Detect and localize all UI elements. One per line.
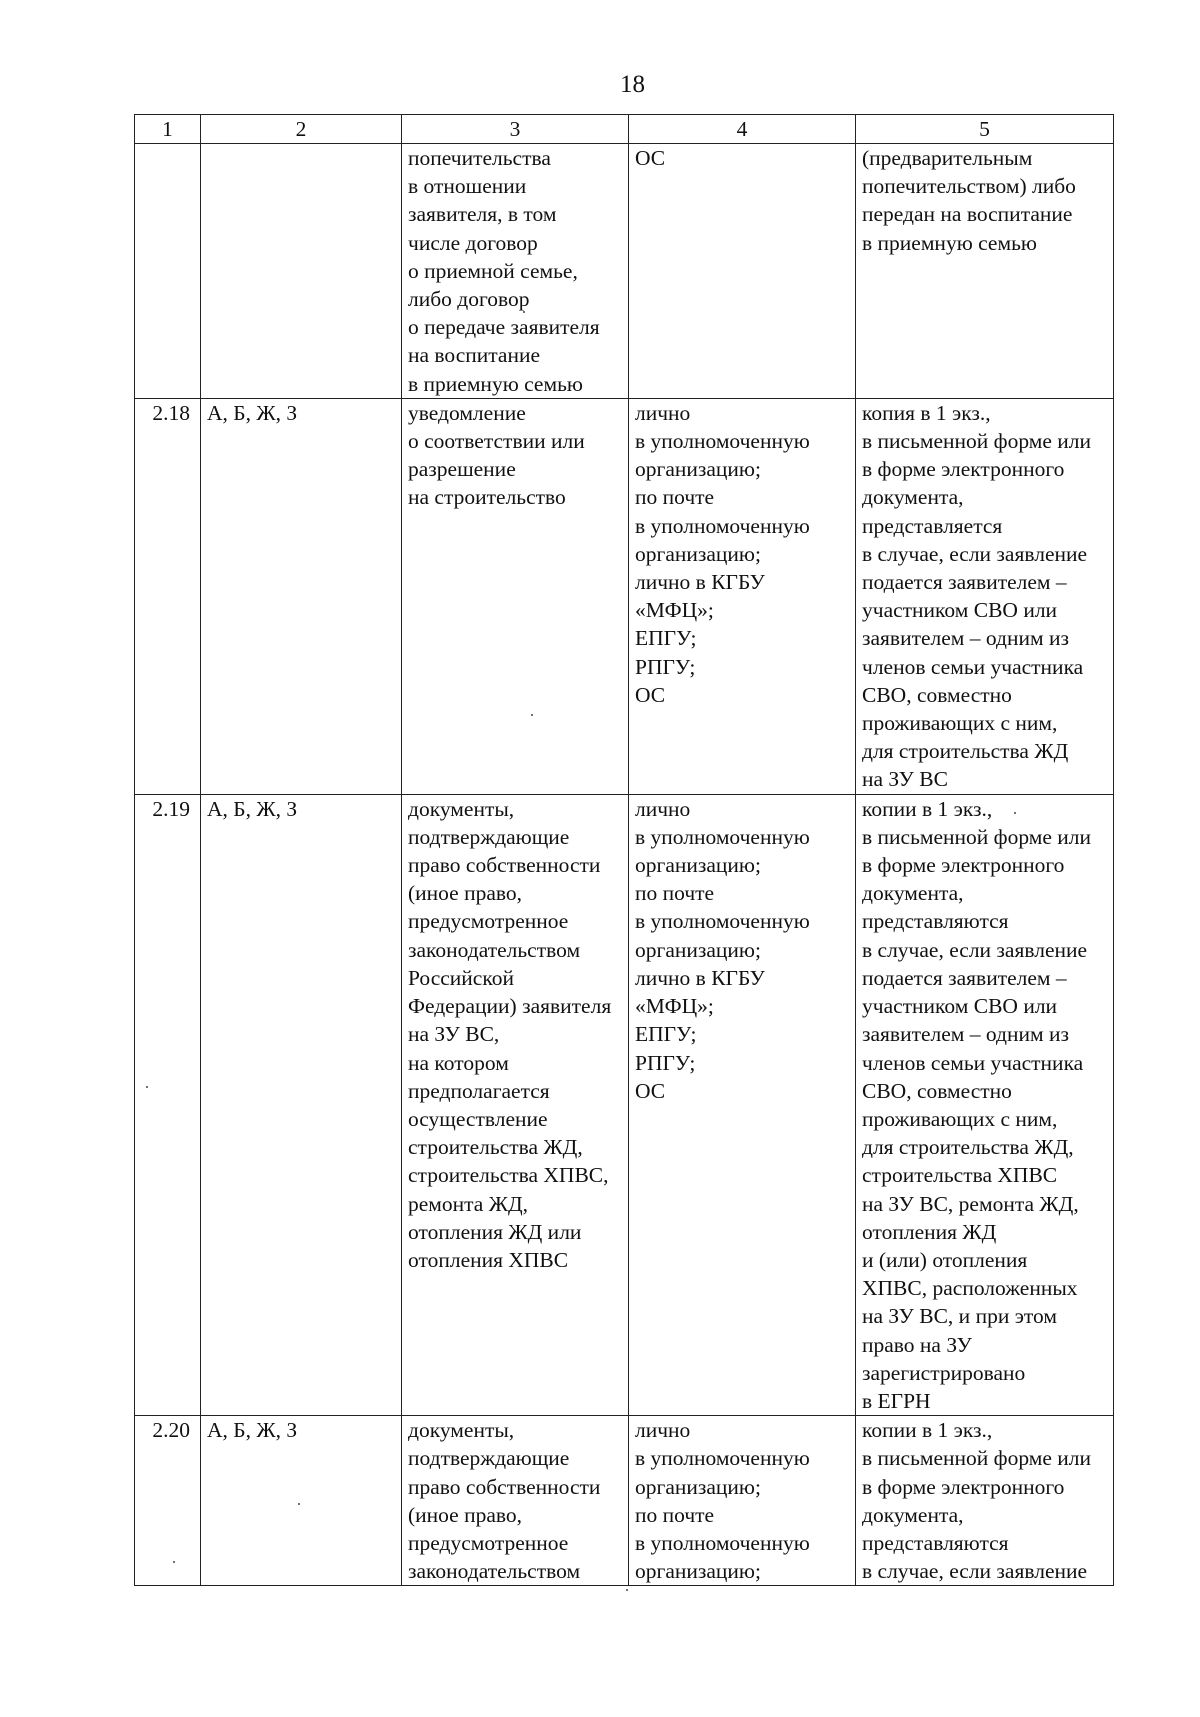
- cell-line: попечительства: [408, 146, 551, 170]
- cell-line: СВО, совместно: [862, 682, 1012, 707]
- cell-line: уведомление: [408, 400, 526, 425]
- cell-line: в уполномоченную: [635, 1446, 810, 1471]
- cell-line: право собственности: [408, 853, 601, 878]
- cell-line: о соответствии или: [408, 429, 585, 454]
- cell-line: право на ЗУ: [862, 1332, 972, 1357]
- document-name-cell: [402, 1416, 629, 1586]
- cell-line: «МФЦ»;: [635, 598, 714, 623]
- cell-line: передан на воспитание: [862, 202, 1073, 227]
- submission-method-cell: [629, 398, 856, 794]
- cell-line: заявителем – одним из: [862, 626, 1069, 651]
- cell-line: СВО, совместно: [862, 1078, 1012, 1103]
- applicant-groups-cell: [201, 794, 402, 1415]
- cell-line: о приемной семье,: [408, 258, 578, 283]
- cell-line: проживающих с ним,: [862, 711, 1058, 736]
- cell-line: о передаче заявителя: [408, 315, 600, 340]
- cell-line: подтверждающие: [408, 824, 570, 849]
- table-header-row: [135, 115, 1114, 144]
- cell-line: на ЗУ ВС: [862, 767, 948, 792]
- cell-line: разрешение: [408, 457, 516, 482]
- cell-line: в случае, если заявление: [862, 937, 1088, 962]
- cell-line: строительства ЖД,: [408, 1135, 583, 1160]
- cell-line: заявителя, в том: [408, 202, 557, 227]
- applicant-groups-cell: [201, 144, 402, 399]
- cell-line: заявителем – одним из: [862, 1022, 1069, 1047]
- column-header: 3: [402, 115, 629, 144]
- cell-line: числе договор: [408, 230, 538, 255]
- table-row: [135, 398, 1114, 794]
- cell-line: организацию;: [635, 1559, 761, 1584]
- column-header: 1: [135, 115, 201, 144]
- column-header: 2: [201, 115, 402, 144]
- cell-line: право собственности: [408, 1474, 601, 1499]
- cell-line: подтверждающие: [408, 1446, 570, 1471]
- cell-line: подается заявителем –: [862, 965, 1067, 990]
- cell-line: Российской: [408, 965, 514, 990]
- cell-line: ОС: [635, 682, 666, 707]
- documents-table: [134, 114, 1114, 1586]
- cell-line: по почте: [635, 1502, 715, 1527]
- note-cell: [856, 398, 1114, 794]
- cell-line: в уполномоченную: [635, 513, 810, 538]
- cell-line: на ЗУ ВС, ремонта ЖД,: [862, 1191, 1079, 1216]
- cell-line: на ЗУ ВС,: [408, 1022, 500, 1047]
- table-row: [135, 144, 1114, 399]
- scan-speck: [146, 1086, 148, 1088]
- cell-line: РПГУ;: [635, 654, 696, 679]
- cell-line: осуществление: [408, 1106, 548, 1131]
- cell-line: отопления ХПВС: [408, 1247, 569, 1272]
- table-row: [135, 1416, 1114, 1586]
- cell-line: попечительством) либо: [862, 174, 1076, 199]
- cell-line: копии в 1 экз.,: [862, 1418, 993, 1443]
- cell-line: лично: [635, 796, 691, 821]
- cell-line: ОС: [635, 1078, 666, 1103]
- cell-line: членов семьи участника: [862, 1050, 1084, 1075]
- applicant-groups-cell: [201, 398, 402, 794]
- cell-line: документа,: [862, 881, 964, 906]
- row-number-cell: [135, 144, 201, 399]
- cell-line: документы,: [408, 796, 515, 821]
- page-number: 18: [620, 71, 645, 98]
- cell-line: предусмотренное: [408, 1530, 569, 1555]
- cell-line: для строительства ЖД: [862, 739, 1069, 764]
- cell-line: ОС: [635, 146, 666, 170]
- cell-line: копия в 1 экз.,: [862, 400, 991, 425]
- cell-line: РПГУ;: [635, 1050, 696, 1075]
- cell-line: на воспитание: [408, 343, 541, 368]
- row-number-cell: 2.18: [135, 398, 201, 794]
- cell-line: ремонта ЖД,: [408, 1191, 529, 1216]
- cell-line: в уполномоченную: [635, 909, 810, 934]
- cell-line: и (или) отопления: [862, 1247, 1028, 1272]
- cell-line: в ЕГРН: [862, 1388, 931, 1413]
- scan-speck: [298, 1503, 300, 1505]
- cell-line: ЕПГУ;: [635, 1022, 697, 1047]
- cell-line: организацию;: [635, 1474, 761, 1499]
- scan-speck: [626, 1589, 628, 1591]
- cell-line: в уполномоченную: [635, 429, 810, 454]
- scan-speck: [523, 311, 525, 313]
- cell-line: ЕПГУ;: [635, 626, 697, 651]
- cell-line: предусмотренное: [408, 909, 569, 934]
- document-name-cell: [402, 794, 629, 1415]
- cell-line: документа,: [862, 485, 964, 510]
- cell-line: на ЗУ ВС, и при этом: [862, 1304, 1057, 1329]
- cell-line: в форме электронного: [862, 457, 1065, 482]
- cell-line: (иное право,: [408, 1502, 523, 1527]
- document-name-cell: [402, 398, 629, 794]
- cell-line: предполагается: [408, 1078, 550, 1103]
- cell-line: отопления ЖД: [862, 1219, 997, 1244]
- note-cell: [856, 794, 1114, 1415]
- note-cell: [856, 1416, 1114, 1586]
- cell-line: организацию;: [635, 937, 761, 962]
- cell-line: А, Б, Ж, З: [207, 1418, 298, 1443]
- cell-line: на строительство: [408, 485, 566, 510]
- cell-line: в форме электронного: [862, 1474, 1065, 1499]
- submission-method-cell: [629, 1416, 856, 1586]
- cell-line: участником СВО или: [862, 994, 1058, 1019]
- table-row: [135, 794, 1114, 1415]
- row-number-cell: 2.20: [135, 1416, 201, 1586]
- cell-line: подается заявителем –: [862, 570, 1067, 595]
- cell-line: в письменной форме или: [862, 1446, 1092, 1471]
- cell-line: в уполномоченную: [635, 824, 810, 849]
- cell-line: по почте: [635, 485, 715, 510]
- cell-line: в письменной форме или: [862, 824, 1092, 849]
- cell-line: законодательством: [408, 1559, 581, 1584]
- applicant-groups-cell: [201, 1416, 402, 1586]
- cell-line: либо договор: [408, 287, 530, 312]
- cell-line: законодательством: [408, 937, 581, 962]
- cell-line: ХПВС, расположенных: [862, 1276, 1078, 1301]
- cell-line: отопления ЖД или: [408, 1219, 582, 1244]
- cell-line: представляются: [862, 1530, 1009, 1555]
- cell-line: на котором: [408, 1050, 509, 1075]
- cell-line: «МФЦ»;: [635, 994, 714, 1019]
- column-header: 4: [629, 115, 856, 144]
- cell-line: (иное право,: [408, 881, 523, 906]
- cell-line: зарегистрировано: [862, 1360, 1026, 1385]
- cell-line: организацию;: [635, 853, 761, 878]
- cell-line: представляются: [862, 909, 1009, 934]
- cell-line: в уполномоченную: [635, 1530, 810, 1555]
- cell-line: в письменной форме или: [862, 429, 1092, 454]
- row-number-cell: 2.19: [135, 794, 201, 1415]
- cell-line: организацию;: [635, 457, 761, 482]
- cell-line: строительства ХПВС: [862, 1163, 1058, 1188]
- cell-line: документы,: [408, 1418, 515, 1443]
- cell-line: для строительства ЖД,: [862, 1135, 1074, 1160]
- cell-line: в приемную семью: [408, 371, 583, 396]
- cell-line: А, Б, Ж, З: [207, 400, 298, 425]
- document-name-cell: [402, 144, 629, 399]
- cell-line: в форме электронного: [862, 853, 1065, 878]
- cell-line: копии в 1 экз.,: [862, 796, 993, 821]
- cell-line: в случае, если заявление: [862, 1559, 1088, 1584]
- scan-speck: [1014, 812, 1016, 814]
- cell-line: строительства ХПВС,: [408, 1163, 609, 1188]
- cell-line: лично в КГБУ: [635, 965, 765, 990]
- submission-method-cell: [629, 144, 856, 399]
- cell-line: проживающих с ним,: [862, 1106, 1058, 1131]
- column-header: 5: [856, 115, 1114, 144]
- cell-line: организацию;: [635, 541, 761, 566]
- cell-line: лично: [635, 1418, 691, 1443]
- cell-line: (предварительным: [862, 146, 1033, 170]
- cell-line: Федерации) заявителя: [408, 994, 612, 1019]
- cell-line: в случае, если заявление: [862, 541, 1088, 566]
- cell-line: представляется: [862, 513, 1003, 538]
- cell-line: лично: [635, 400, 691, 425]
- cell-line: по почте: [635, 881, 715, 906]
- cell-line: в отношении: [408, 174, 527, 199]
- cell-line: в приемную семью: [862, 230, 1037, 255]
- cell-line: членов семьи участника: [862, 654, 1084, 679]
- note-cell: [856, 144, 1114, 399]
- cell-line: участником СВО или: [862, 598, 1058, 623]
- submission-method-cell: [629, 794, 856, 1415]
- scan-speck: [173, 1561, 175, 1563]
- scan-speck: [531, 714, 533, 716]
- cell-line: лично в КГБУ: [635, 570, 765, 595]
- cell-line: А, Б, Ж, З: [207, 796, 298, 821]
- cell-line: документа,: [862, 1502, 964, 1527]
